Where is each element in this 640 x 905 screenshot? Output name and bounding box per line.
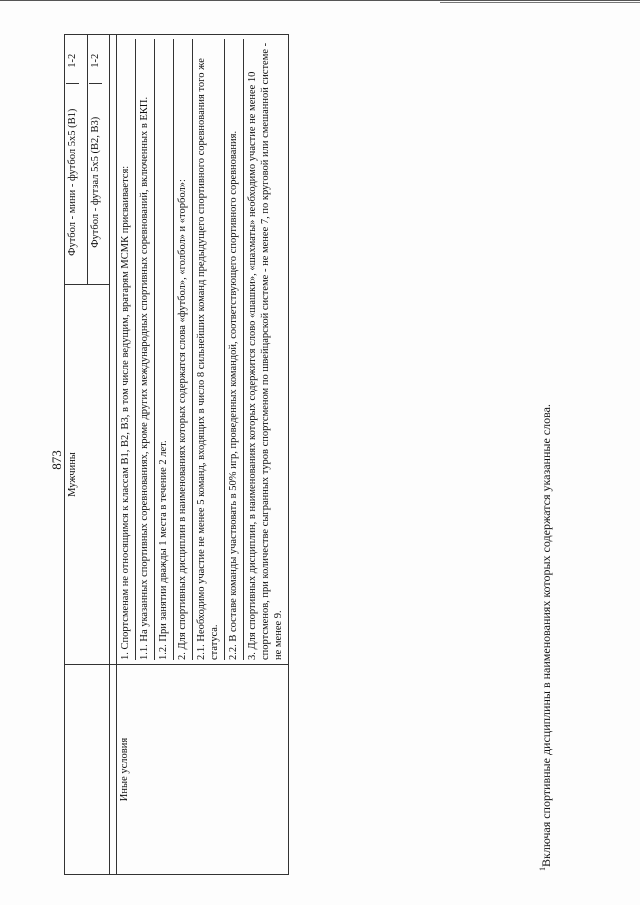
table-row xyxy=(117,35,289,875)
other-conditions-label: Иные условия xyxy=(117,665,289,875)
spacer-cell xyxy=(110,35,117,665)
condition-item: 2.1. Необходимо участие не менее 5 команд, входящих в число 8 сильнейших команд предыдущего спортивного соревнования того же статуса. xyxy=(192,39,224,660)
condition-item: 1.2. При занятии дважды 1 места в течение 2 лет. xyxy=(154,39,173,660)
table-row xyxy=(65,35,88,875)
rotated-page xyxy=(50,35,610,875)
discipline-name: Футбол - футзал 5x5 (B2, B3) xyxy=(89,84,102,280)
page-number: 873 xyxy=(49,450,64,470)
spacer-cell xyxy=(110,665,117,875)
other-conditions-cell xyxy=(117,35,289,665)
discipline-cell xyxy=(88,35,110,285)
condition-item: 2. Для спортивных дисциплин в наименованиях которых содержатся слова «футбол», «голбол» и «торбол»: xyxy=(173,39,192,660)
discipline-name: Футбол - мини - футбол 5x5 (B1) xyxy=(66,84,79,280)
scan-top-edge xyxy=(0,0,640,1)
table-row xyxy=(110,35,117,875)
condition-item: 1. Спортсменам не относящимся к классам B1, B2, B3, в том числе ведущим, вратарям МСМК присваивается: xyxy=(120,165,131,660)
footnote-marker: 1 xyxy=(538,867,547,871)
gender-cell: Мужчины xyxy=(65,285,110,665)
footnote-text: Включая спортивные дисциплины в наименованиях которых содержатся указанные слова. xyxy=(539,404,553,867)
scan-top-edge-secondary xyxy=(440,2,640,3)
discipline-cell xyxy=(65,35,88,285)
condition-item: 3. Для спортивных дисциплин, в наименованиях которых содержится слово «шашки», «шахматы» необходимо участие не менее 10 спортсменов, при количестве сыгранных туров спортсменом по швейцарской системе - не менее 7, по круговой или смешанной системе - не менее 9. xyxy=(243,39,288,660)
condition-item: 2.2. В составе команды участвовать в 50% игр, проведенных командой, соответствующего спортивного соревнования. xyxy=(224,39,243,660)
empty-label-cell xyxy=(65,665,110,875)
qualification-table xyxy=(64,34,289,875)
discipline-value: 1-2 xyxy=(67,53,78,68)
condition-item: 1.1. На указанных спортивных соревнованиях, кроме других международных спортивных соревнований, включенных в ЕКП. xyxy=(135,39,154,660)
footnote xyxy=(536,51,553,871)
discipline-value: 1-2 xyxy=(90,53,101,68)
